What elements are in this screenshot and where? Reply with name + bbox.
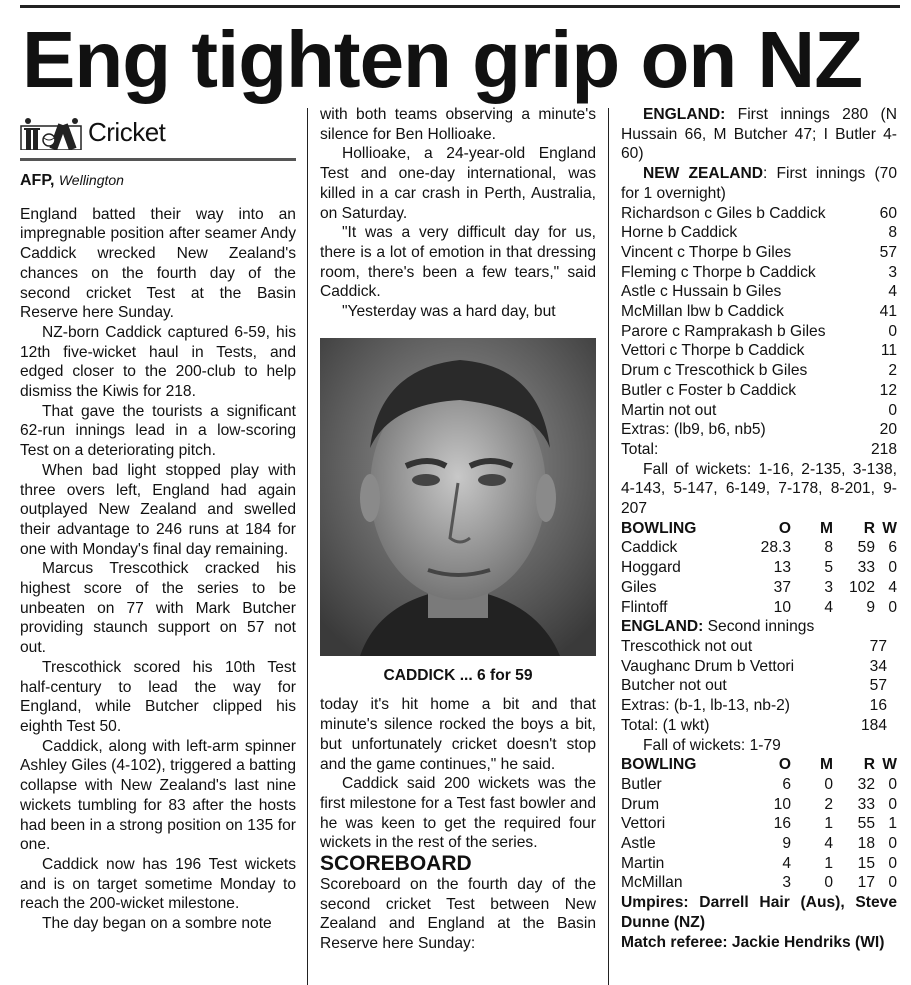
batsman: Astle c Hussain b Giles: [621, 283, 782, 301]
column-rule-right: [608, 108, 609, 985]
batsman: Drum c Trescothick b Giles: [621, 362, 808, 380]
total-label: Total:: [621, 440, 659, 458]
paragraph: Caddick now has 196 Test wickets and is on target sometime Monday to reach the 200-wicket milestone.: [20, 855, 296, 913]
bowling-header: [621, 755, 897, 775]
wickets: 0: [888, 854, 897, 872]
england-second-innings: [621, 617, 897, 637]
paragraph: NZ-born Caddick captured 6-59, his 12th five-wicket haul in Tests, and edged closer to the 200-club to help dismiss the Kiwis for 218.: [20, 323, 296, 401]
col-wickets: W: [882, 756, 897, 774]
overs: 6: [782, 775, 791, 793]
col-maidens: M: [820, 519, 833, 537]
runs: 15: [857, 854, 875, 872]
runs: 11: [880, 342, 897, 360]
paragraph: England batted their way into an impregnable position after seamer Andy Caddick wrecked New Zealand's chances on the fourth day of the second cricket Test at the Basin Reserve here Sunday.: [20, 205, 296, 322]
col-maidens: M: [820, 756, 833, 774]
runs: 34: [869, 657, 887, 675]
bowling-label: BOWLING: [621, 519, 697, 537]
bowler: Butler: [621, 775, 662, 793]
bowling-row: [621, 795, 897, 815]
runs: 184: [860, 716, 887, 734]
innings-summary: Second innings: [707, 618, 815, 636]
wickets: 0: [888, 835, 897, 853]
batting-row: [621, 361, 897, 381]
batsman: Martin not out: [621, 401, 717, 419]
col-runs: R: [863, 519, 875, 537]
photo-caption: CADDICK ... 6 for 59: [383, 666, 533, 684]
runs: 60: [879, 204, 897, 222]
top-rule: [20, 5, 900, 8]
maidens: 2: [824, 795, 833, 813]
extras-label: Extras: (lb9, b6, nb5): [621, 421, 766, 439]
batsman: McMillan lbw b Caddick: [621, 303, 784, 321]
paragraph: The day began on a sombre note: [42, 915, 272, 933]
overs: 16: [773, 815, 791, 833]
runs: 20: [879, 421, 897, 439]
wickets: 4: [888, 578, 897, 596]
batsman: Trescothick not out: [621, 637, 753, 655]
bowler: McMillan: [621, 874, 683, 892]
section-underline: [20, 158, 296, 161]
runs: 16: [869, 697, 887, 715]
wickets: 0: [888, 795, 897, 813]
umpires: Umpires: Darrell Hair (Aus), Steve Dunne (NZ): [621, 894, 897, 931]
overs: 4: [782, 854, 791, 872]
maidens: 1: [824, 815, 833, 833]
innings-summary: : First innings (70 for 1 overnight): [621, 165, 897, 202]
bowler: Drum: [621, 795, 660, 813]
extras-row: [621, 420, 897, 440]
bowler: Martin: [621, 854, 665, 872]
overs: 13: [773, 559, 791, 577]
col-wickets: W: [882, 519, 897, 537]
col-overs: O: [778, 519, 791, 537]
paragraph: Caddick said 200 wickets was the first milestone for a Test fast bowler and he was keen to get the required four wickets in the rest of the series.: [320, 775, 596, 852]
overs: 10: [773, 795, 791, 813]
batting-row: [621, 204, 897, 224]
team-label: ENGLAND:: [621, 618, 704, 636]
runs: 102: [848, 578, 875, 596]
maidens: 1: [824, 854, 833, 872]
wickets: 0: [888, 874, 897, 892]
bowler: Astle: [621, 835, 656, 853]
runs: 33: [857, 559, 875, 577]
runs: 33: [857, 795, 875, 813]
runs: 57: [879, 243, 897, 261]
paragraph: Marcus Trescothick cracked his highest score of the series to be unbeaten on 77 with Mark Butcher providing staunch support on 57 not out.: [20, 560, 296, 657]
maidens: 4: [824, 598, 833, 616]
batsman: Butcher not out: [621, 677, 727, 695]
bowling-row: [621, 558, 897, 578]
paragraph: "Yesterday was a hard day, but: [342, 303, 556, 321]
maidens: 8: [824, 539, 833, 557]
byline-location: Wellington: [58, 172, 124, 188]
overs: 37: [773, 578, 791, 596]
bowler: Caddick: [621, 539, 678, 557]
batting-row: [621, 657, 897, 677]
runs: 3: [888, 263, 897, 281]
runs: 32: [857, 775, 875, 793]
batsman: Horne b Caddick: [621, 224, 738, 242]
maidens: 0: [824, 775, 833, 793]
batsman: Vaughanc Drum b Vettori: [621, 657, 795, 675]
wickets: 0: [888, 598, 897, 616]
paragraph: Hollioake, a 24-year-old England Test and one-day international, was killed in a car crash in Perth, Australia, on Saturday.: [320, 145, 596, 222]
batting-row: [621, 223, 897, 243]
runs: 41: [879, 303, 897, 321]
runs: 59: [857, 539, 875, 557]
batting-row: [621, 341, 897, 361]
caddick-photo: [320, 338, 596, 656]
bowling-row: [621, 814, 897, 834]
bowling-row: [621, 775, 897, 795]
team-label: NEW ZEALAND: [643, 165, 764, 183]
total-row: [621, 716, 897, 736]
overs: 3: [782, 874, 791, 892]
extras-row: [621, 696, 897, 716]
bowling-label: BOWLING: [621, 756, 697, 774]
batting-row: [621, 381, 897, 401]
bowling-row: [621, 598, 897, 618]
bowling-row: [621, 854, 897, 874]
byline: [20, 171, 296, 191]
paragraph: That gave the tourists a significant 62-run innings lead in a low-scoring Test on a deteriorating pitch.: [20, 402, 296, 460]
bowler: Flintoff: [621, 598, 668, 616]
batsman: Richardson c Giles b Caddick: [621, 204, 826, 222]
runs: 18: [857, 835, 875, 853]
fall-of-wickets: Fall of wickets: 1-79: [643, 736, 781, 754]
batting-row: [621, 401, 897, 421]
batting-row: [621, 676, 897, 696]
batting-row: [621, 302, 897, 322]
paragraph: Trescothick scored his 10th Test half-century to lead the way for England, while Butcher clipped his eighth Test 50.: [20, 658, 296, 735]
column-3: [621, 105, 897, 952]
total-label: Total: (1 wkt): [621, 716, 710, 734]
batsman: Butler c Foster b Caddick: [621, 381, 797, 399]
runs: 55: [857, 815, 875, 833]
runs: 57: [869, 677, 887, 695]
bowler: Hoggard: [621, 559, 681, 577]
paragraph: When bad light stopped play with three overs left, England had again outplayed New Zealand and swelled their advantage to 246 runs at 184 for one with Monday's final day remaining.: [20, 461, 296, 558]
batting-row: [621, 263, 897, 283]
total-row: [621, 440, 897, 460]
wickets: 6: [888, 539, 897, 557]
overs: 28.3: [760, 539, 791, 557]
fall-of-wickets: Fall of wickets: 1-16, 2-135, 3-138, 4-143, 5-147, 6-149, 7-178, 8-201, 9-207: [621, 460, 897, 518]
maidens: 0: [824, 874, 833, 892]
bowling-row: [621, 538, 897, 558]
paragraph: today it's hit home a bit and that minute's silence rocked the boys a bit, but unfortunately cricket doesn't stop and the game continues," he said.: [320, 696, 596, 773]
runs: 218: [870, 440, 897, 458]
bowling-header: [621, 519, 897, 539]
section-logo: [20, 113, 296, 153]
runs: 4: [888, 283, 897, 301]
bowling-row: [621, 578, 897, 598]
innings-summary: First innings 280 (N Hussain 66, M Butcher 47; I Butler 4-60): [621, 106, 897, 163]
extras-label: Extras: (b-1, lb-13, nb-2): [621, 697, 790, 715]
col-overs: O: [778, 756, 791, 774]
nz-first-innings: [621, 164, 897, 203]
byline-agency: AFP,: [20, 172, 55, 189]
runs: 0: [888, 322, 897, 340]
bowler: Giles: [621, 578, 657, 596]
paragraph: "It was a very difficult day for us, there is a lot of emotion in that dressing room, there's been a few tears," said Caddick.: [320, 224, 596, 301]
batting-row: [621, 637, 897, 657]
maidens: 4: [824, 835, 833, 853]
match-referee: Match referee: Jackie Hendriks (WI): [621, 933, 885, 951]
wickets: 0: [888, 775, 897, 793]
batsman: Fleming c Thorpe b Caddick: [621, 263, 816, 281]
scoreboard-intro: Scoreboard on the fourth day of the second cricket Test between New Zealand and England at the Basin Reserve here Sunday:: [320, 876, 596, 953]
paragraph: with both teams observing a minute's silence for Ben Hollioake.: [320, 106, 596, 143]
column-2: [320, 105, 596, 954]
batting-row: [621, 322, 897, 342]
wickets: 0: [888, 559, 897, 577]
bowling-row: [621, 834, 897, 854]
maidens: 3: [824, 578, 833, 596]
team-label: ENGLAND:: [643, 106, 726, 123]
column-rule-left: [307, 108, 308, 985]
england-first-innings: [621, 105, 897, 164]
bowling-row: [621, 873, 897, 893]
cricket-bats-icon: [20, 116, 82, 150]
batting-row: [621, 282, 897, 302]
batsman: Parore c Ramprakash b Giles: [621, 322, 826, 340]
scoreboard-heading: SCOREBOARD: [320, 852, 472, 876]
paragraph: Caddick, along with left-arm spinner Ashley Giles (4-102), triggered a batting collapse with New Zealand's last nine wickets tumbling for 83 after the hosts had been in a strong position on 135 for one.: [20, 737, 296, 854]
runs: 0: [888, 401, 897, 419]
column-1: [20, 105, 296, 934]
headline: Eng tighten grip on NZ: [22, 15, 863, 104]
runs: 17: [857, 874, 875, 892]
batsman: Vincent c Thorpe b Giles: [621, 243, 792, 261]
runs: 2: [888, 362, 897, 380]
overs: 10: [773, 598, 791, 616]
maidens: 5: [824, 559, 833, 577]
wickets: 1: [888, 815, 897, 833]
overs: 9: [782, 835, 791, 853]
runs: 8: [888, 224, 897, 242]
section-label: Cricket: [88, 117, 166, 148]
batting-row: [621, 243, 897, 263]
runs: 9: [866, 598, 875, 616]
runs: 77: [869, 637, 887, 655]
bowler: Vettori: [621, 815, 666, 833]
batsman: Vettori c Thorpe b Caddick: [621, 342, 805, 360]
runs: 12: [879, 381, 897, 399]
col-runs: R: [863, 756, 875, 774]
